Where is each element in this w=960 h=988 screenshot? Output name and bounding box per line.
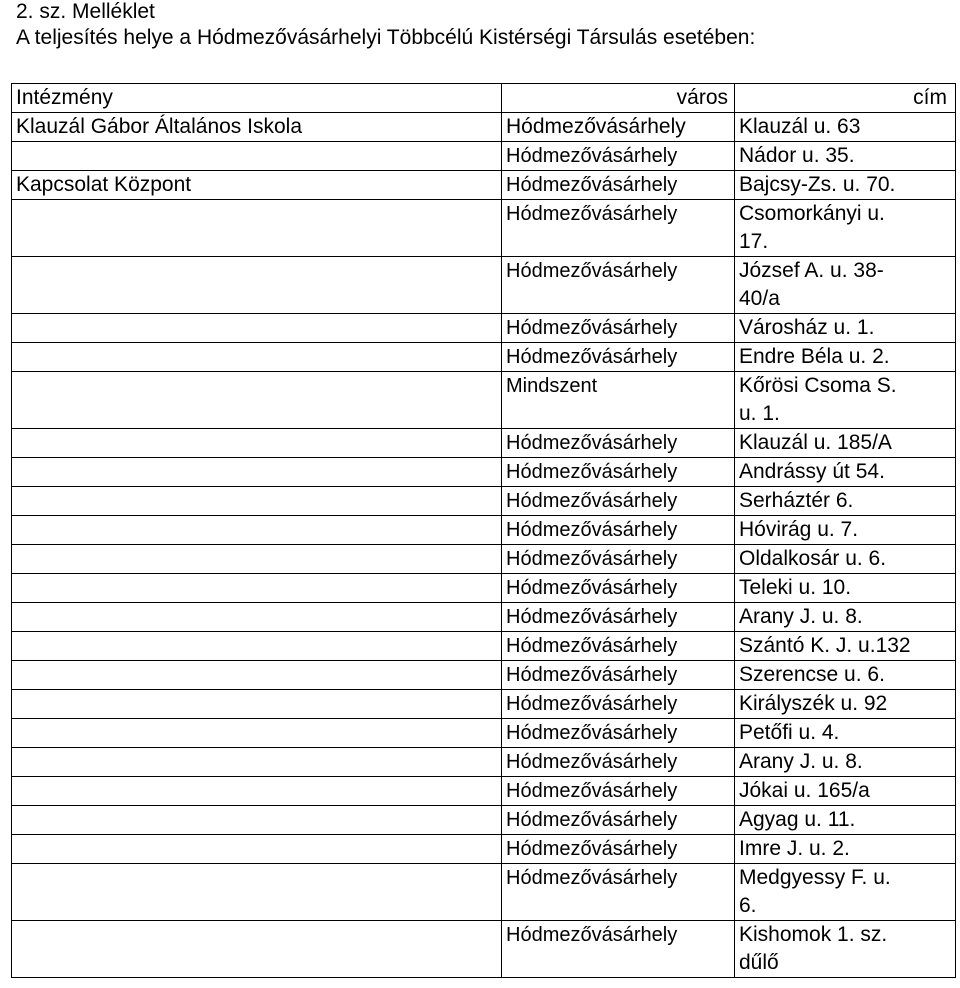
address-line: Arany J. u. 8. — [739, 750, 863, 773]
institution-cell — [12, 516, 502, 545]
address-line: u. 1. — [739, 402, 780, 425]
address-line: Kőrösi Csoma S. — [739, 374, 897, 397]
address-line: Hóvirág u. 7. — [739, 518, 859, 541]
document-heading: A teljesítés helye a Hódmezővásárhelyi Többcélú Kistérségi Társulás esetében: — [16, 26, 756, 49]
address-line: Szerencse u. 6. — [739, 663, 885, 686]
table-row — [12, 864, 956, 921]
city-cell: Mindszent — [502, 372, 735, 429]
address-cell — [735, 516, 956, 545]
city-cell: Hódmezővásárhely — [502, 661, 735, 690]
address-cell — [735, 574, 956, 603]
annex-title: 2. sz. Melléklet — [16, 0, 155, 23]
institution-cell — [12, 690, 502, 719]
table-row — [12, 343, 956, 372]
institution-cell — [12, 142, 502, 171]
address-cell — [735, 257, 956, 314]
address-line: Oldalkosár u. 6. — [739, 547, 887, 570]
institution-cell — [12, 200, 502, 257]
city-cell: Hódmezővásárhely — [502, 171, 735, 200]
institution-cell — [12, 372, 502, 429]
address-line: Nádor u. 35. — [739, 144, 855, 167]
institution-cell — [12, 835, 502, 864]
address-line: Bajcsy-Zs. u. 70. — [739, 173, 896, 196]
address-cell — [735, 661, 956, 690]
address-line: Jókai u. 165/a — [739, 779, 870, 802]
address-cell — [735, 777, 956, 806]
table-row — [12, 372, 956, 429]
table-row — [12, 603, 956, 632]
address-line: Klauzál u. 185/A — [739, 431, 892, 454]
header-address: cím — [735, 84, 956, 113]
institution-cell — [12, 661, 502, 690]
address-line: 40/a — [739, 287, 780, 310]
address-cell — [735, 314, 956, 343]
header-city: város — [502, 84, 735, 113]
address-cell — [735, 343, 956, 372]
table-header-row — [12, 84, 956, 113]
city-cell: Hódmezővásárhely — [502, 835, 735, 864]
address-line: Királyszék u. 92 — [739, 692, 888, 715]
address-line: Arany J. u. 8. — [739, 605, 863, 628]
address-cell — [735, 372, 956, 429]
institution-cell — [12, 343, 502, 372]
city-cell: Hódmezővásárhely — [502, 806, 735, 835]
institution-cell — [12, 574, 502, 603]
institution-cell — [12, 864, 502, 921]
city-cell: Hódmezővásárhely — [502, 545, 735, 574]
institution-cell — [12, 603, 502, 632]
institution-cell — [12, 487, 502, 516]
address-cell — [735, 719, 956, 748]
address-line: dűlő — [739, 951, 779, 974]
address-cell — [735, 603, 956, 632]
address-cell — [735, 921, 956, 978]
address-cell — [735, 200, 956, 257]
city-cell: Hódmezővásárhely — [502, 200, 735, 257]
table-row — [12, 719, 956, 748]
address-cell — [735, 835, 956, 864]
table-row — [12, 516, 956, 545]
table-row — [12, 574, 956, 603]
address-cell — [735, 487, 956, 516]
address-line: Teleki u. 10. — [739, 576, 852, 599]
table-row — [12, 171, 956, 200]
address-line: Szántó K. J. u.132 — [739, 634, 911, 657]
address-cell — [735, 864, 956, 921]
address-cell — [735, 429, 956, 458]
institution-cell: Kapcsolat Központ — [12, 171, 502, 200]
table-row — [12, 806, 956, 835]
header-institution: Intézmény — [12, 84, 502, 113]
city-cell: Hódmezővásárhely — [502, 864, 735, 921]
address-line: Klauzál u. 63 — [739, 115, 861, 138]
table-row — [12, 777, 956, 806]
table-row — [12, 661, 956, 690]
city-cell: Hódmezővásárhely — [502, 343, 735, 372]
institution-cell — [12, 719, 502, 748]
institution-cell — [12, 257, 502, 314]
city-cell: Hódmezővásárhely — [502, 257, 735, 314]
address-cell — [735, 113, 956, 142]
address-line: Petőfi u. 4. — [739, 721, 840, 744]
address-line: Városház u. 1. — [739, 316, 875, 339]
address-line: Agyag u. 11. — [739, 808, 856, 831]
table-row — [12, 748, 956, 777]
institution-cell — [12, 314, 502, 343]
address-line: Kishomok 1. sz. — [739, 923, 888, 946]
address-line: Serháztér 6. — [739, 489, 854, 512]
institution-cell — [12, 545, 502, 574]
address-line: Andrássy út 54. — [739, 460, 885, 483]
table-row — [12, 200, 956, 257]
institution-cell: Klauzál Gábor Általános Iskola — [12, 113, 502, 142]
address-line: 17. — [739, 230, 769, 253]
address-cell — [735, 690, 956, 719]
address-cell — [735, 171, 956, 200]
city-cell: Hódmezővásárhely — [502, 777, 735, 806]
address-line: 6. — [739, 894, 757, 917]
table-row — [12, 835, 956, 864]
city-cell: Hódmezővásárhely — [502, 748, 735, 777]
city-cell: Hódmezővásárhely — [502, 487, 735, 516]
institution-cell — [12, 429, 502, 458]
table-row — [12, 487, 956, 516]
locations-table — [11, 83, 956, 978]
institution-cell — [12, 806, 502, 835]
address-line: József A. u. 38- — [739, 259, 884, 282]
table-row — [12, 545, 956, 574]
city-cell: Hódmezővásárhely — [502, 719, 735, 748]
address-cell — [735, 142, 956, 171]
address-cell — [735, 632, 956, 661]
table-row — [12, 113, 956, 142]
address-cell — [735, 545, 956, 574]
table-row — [12, 690, 956, 719]
address-cell — [735, 806, 956, 835]
locations-table-body — [12, 84, 956, 978]
city-cell: Hódmezővásárhely — [502, 921, 735, 978]
institution-cell — [12, 921, 502, 978]
city-cell: Hódmezővásárhely — [502, 516, 735, 545]
city-cell: Hódmezővásárhely — [502, 314, 735, 343]
city-cell: Hódmezővásárhely — [502, 458, 735, 487]
institution-cell — [12, 632, 502, 661]
institution-cell — [12, 777, 502, 806]
city-cell: Hódmezővásárhely — [502, 113, 735, 142]
institution-cell — [12, 458, 502, 487]
city-cell: Hódmezővásárhely — [502, 429, 735, 458]
institution-cell — [12, 748, 502, 777]
table-row — [12, 257, 956, 314]
table-row — [12, 142, 956, 171]
city-cell: Hódmezővásárhely — [502, 690, 735, 719]
address-cell — [735, 458, 956, 487]
city-cell: Hódmezővásárhely — [502, 632, 735, 661]
table-row — [12, 632, 956, 661]
table-row — [12, 429, 956, 458]
table-row — [12, 921, 956, 978]
address-line: Csomorkányi u. — [739, 202, 885, 225]
address-cell — [735, 748, 956, 777]
address-line: Imre J. u. 2. — [739, 837, 850, 860]
address-line: Medgyessy F. u. — [739, 866, 891, 889]
city-cell: Hódmezővásárhely — [502, 574, 735, 603]
city-cell: Hódmezővásárhely — [502, 603, 735, 632]
table-row — [12, 458, 956, 487]
address-line: Endre Béla u. 2. — [739, 345, 890, 368]
table-row — [12, 314, 956, 343]
city-cell: Hódmezővásárhely — [502, 142, 735, 171]
